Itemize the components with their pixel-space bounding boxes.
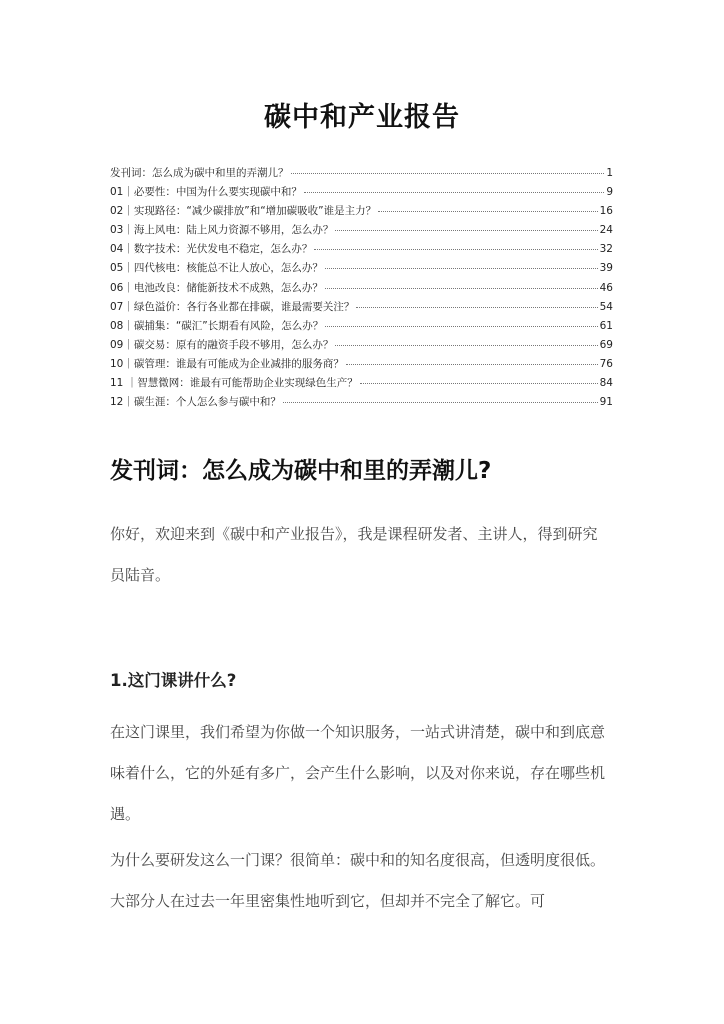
toc-dot-leader — [378, 210, 598, 212]
toc-entry-page-number: 39 — [599, 262, 613, 275]
body-paragraph-1: 在这门课里，我们希望为你做一个知识服务，一站式讲清楚，碳中和到底意味着什么，它的外延有多广，会产生什么影响，以及对你来说，存在哪些机遇。 — [110, 723, 606, 823]
toc-entry-title: 07｜绿色溢价：各行各业都在排碳，谁最需要关注？ — [110, 300, 355, 313]
toc-entry-title: 02｜实现路径：“减少碳排放”和“增加碳吸收”谁是主力？ — [110, 205, 377, 218]
toc-dot-leader — [356, 306, 597, 308]
body-paragraph-2: 为什么要研发这么一门课？很简单：碳中和的知名度很高，但透明度很低。大部分人在过去一年里密集性地听到它，但却并不完全了解它。可 — [110, 851, 606, 910]
toc-entry-title: 发刊词：怎么成为碳中和里的弄潮儿？ — [110, 167, 289, 179]
toc-entry-page-number: 76 — [599, 357, 613, 370]
toc-dot-leader — [335, 229, 597, 231]
toc-entry-page-number: 32 — [599, 243, 613, 256]
toc-entry-title: 09｜碳交易：原有的融资手段不够用，怎么办？ — [110, 338, 334, 351]
toc-dot-leader — [314, 248, 597, 250]
toc-entry[interactable] — [110, 299, 613, 318]
toc-entry[interactable] — [110, 165, 613, 184]
toc-entry-page-number: 46 — [599, 281, 613, 294]
toc-entry-title: 12｜碳生涯：个人怎么参与碳中和？ — [110, 396, 281, 409]
toc-entry[interactable] — [110, 222, 613, 241]
toc-entry-page-number: 84 — [599, 377, 613, 390]
toc-entry[interactable] — [110, 280, 613, 299]
toc-entry-page-number: 54 — [599, 300, 613, 313]
chapter-heading: 发刊词：怎么成为碳中和里的弄潮儿? — [110, 458, 492, 484]
toc-dot-leader — [346, 363, 598, 365]
toc-entry-title: 05｜四代核电：核能总不让人放心，怎么办？ — [110, 262, 323, 275]
toc-entry-page-number: 61 — [599, 319, 613, 332]
toc-entry[interactable] — [110, 394, 613, 413]
toc-entry[interactable] — [110, 260, 613, 279]
toc-dot-leader — [325, 325, 597, 327]
toc-entry-page-number: 69 — [599, 338, 613, 351]
toc-dot-leader — [325, 287, 598, 289]
toc-entry-page-number: 16 — [599, 205, 613, 218]
toc-entry[interactable] — [110, 318, 613, 337]
toc-entry-page-number: 24 — [599, 224, 613, 237]
toc-entry-title: 06｜电池改良：储能新技术不成熟，怎么办？ — [110, 281, 323, 294]
toc-entry-title: 10｜碳管理：谁最有可能成为企业减排的服务商？ — [110, 357, 344, 370]
toc-entry-title: 04｜数字技术：光伏发电不稳定，怎么办？ — [110, 243, 313, 256]
toc-entry-page-number: 9 — [606, 186, 613, 199]
intro-paragraph: 你好，欢迎来到《碳中和产业报告》，我是课程研发者、主讲人，得到研究员陆音。 — [110, 525, 598, 584]
toc-dot-leader — [291, 172, 605, 174]
toc-dot-leader — [304, 191, 604, 193]
toc-entry-page-number: 1 — [606, 167, 613, 179]
toc-entry-title: 11 ｜智慧微网：谁最有可能帮助企业实现绿色生产？ — [110, 377, 358, 390]
toc-entry[interactable] — [110, 356, 613, 375]
toc-entry[interactable] — [110, 337, 613, 356]
toc-entry[interactable] — [110, 184, 613, 203]
toc-entry-page-number: 91 — [599, 396, 613, 409]
toc-entry[interactable] — [110, 375, 613, 394]
document-title: 碳中和产业报告 — [264, 102, 460, 133]
section-heading: 1.这门课讲什么? — [110, 671, 237, 690]
toc-entry-title: 08｜碳捕集：“碳汇”长期看有风险，怎么办？ — [110, 319, 324, 332]
toc-dot-leader — [325, 267, 598, 269]
toc-entry-title: 01｜必要性：中国为什么要实现碳中和？ — [110, 186, 302, 199]
toc-entry[interactable] — [110, 203, 613, 222]
toc-dot-leader — [360, 382, 598, 384]
toc-dot-leader — [335, 344, 597, 346]
toc-entry-title: 03｜海上风电：陆上风力资源不够用，怎么办？ — [110, 224, 334, 237]
toc-entry[interactable] — [110, 241, 613, 260]
toc-dot-leader — [283, 401, 598, 403]
table-of-contents — [110, 165, 613, 413]
